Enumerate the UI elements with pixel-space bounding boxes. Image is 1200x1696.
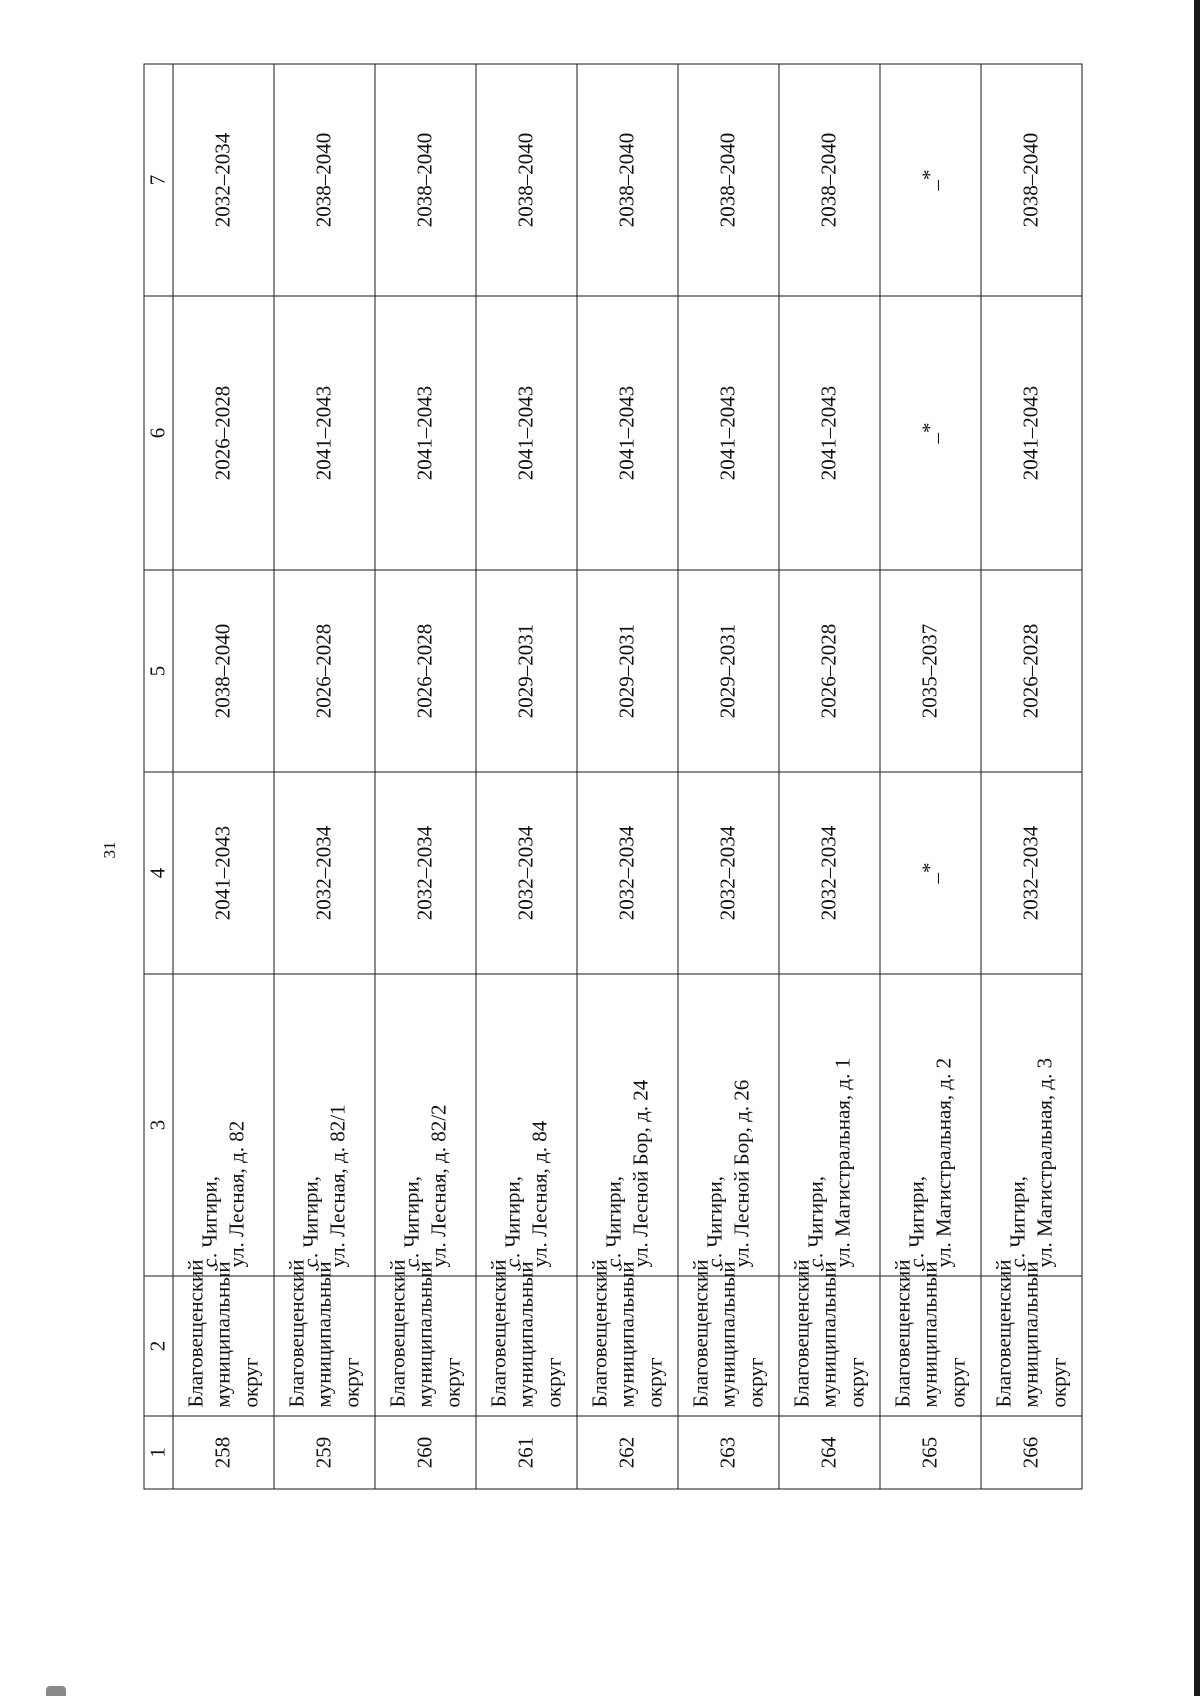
period-cell-col4: 2032–2034 bbox=[678, 772, 779, 974]
period-cell-col6: 2041–2043 bbox=[678, 296, 779, 570]
column-header: 5 bbox=[144, 570, 173, 772]
table-row bbox=[375, 64, 476, 1489]
address-line: с. Чигири, bbox=[1005, 1175, 1030, 1268]
address-line: ул. Лесной Бор, д. 24 bbox=[628, 1079, 653, 1268]
entity-line: Благовещенский bbox=[688, 1259, 713, 1408]
table-row bbox=[274, 64, 375, 1489]
period-cell-col7: 2038–2040 bbox=[981, 64, 1082, 296]
entity-line: муниципальный bbox=[1018, 1261, 1043, 1408]
header-row bbox=[144, 64, 173, 1489]
column-header: 6 bbox=[144, 296, 173, 570]
period-cell-col7: 2032–2034 bbox=[173, 64, 274, 296]
period-cell-col4: 2032–2034 bbox=[981, 772, 1082, 974]
period-cell-col4: 2041–2043 bbox=[173, 772, 274, 974]
table-row bbox=[981, 64, 1082, 1489]
address-line: ул. Лесная, д. 82/1 bbox=[325, 1104, 350, 1268]
column-header: 4 bbox=[144, 772, 173, 974]
period-cell-col6: 2041–2043 bbox=[476, 296, 577, 570]
entity-line: муниципальный bbox=[715, 1261, 740, 1408]
entity-line: Благовещенский bbox=[486, 1259, 511, 1408]
entity-line: округ bbox=[1046, 1357, 1071, 1408]
period-cell-col4: 2032–2034 bbox=[476, 772, 577, 974]
entity-line: округ bbox=[238, 1357, 263, 1408]
address-cell bbox=[375, 974, 476, 1276]
address-cell bbox=[981, 974, 1082, 1276]
entity-line: округ bbox=[440, 1357, 465, 1408]
period-cell-col4: 2032–2034 bbox=[577, 772, 678, 974]
period-cell-col5: 2035–2037 bbox=[880, 570, 981, 772]
page-number: 31 bbox=[100, 841, 119, 859]
table-body bbox=[173, 64, 1082, 1489]
address-cell bbox=[678, 974, 779, 1276]
column-header: 3 bbox=[144, 974, 173, 1276]
period-cell-col7: 2038–2040 bbox=[577, 64, 678, 296]
data-table bbox=[144, 64, 1083, 1490]
period-cell-col7: 2038–2040 bbox=[779, 64, 880, 296]
address-line: ул. Магистральная, д. 3 bbox=[1032, 1057, 1057, 1268]
entity-line: Благовещенский bbox=[991, 1259, 1016, 1408]
period-cell-col4: 2032–2034 bbox=[274, 772, 375, 974]
period-cell-col6: 2041–2043 bbox=[981, 296, 1082, 570]
table-row bbox=[779, 64, 880, 1489]
entity-line: муниципальный bbox=[412, 1261, 437, 1408]
period-cell-col7: 2038–2040 bbox=[375, 64, 476, 296]
address-cell bbox=[779, 974, 880, 1276]
table-row bbox=[880, 64, 981, 1489]
municipality-cell bbox=[274, 1259, 375, 1416]
entity-line: муниципальный bbox=[917, 1261, 942, 1408]
row-number-cell: 264 bbox=[779, 1416, 880, 1489]
entity-line: Благовещенский bbox=[385, 1259, 410, 1408]
address-line: с. Чигири, bbox=[904, 1175, 929, 1268]
entity-line: муниципальный bbox=[816, 1261, 841, 1408]
column-header: 2 bbox=[144, 1276, 173, 1416]
entity-line: округ bbox=[945, 1357, 970, 1408]
period-cell-col7: 2038–2040 bbox=[476, 64, 577, 296]
period-cell-col5: 2026–2028 bbox=[274, 570, 375, 772]
period-cell-col5: 2029–2031 bbox=[678, 570, 779, 772]
entity-line: округ bbox=[743, 1357, 768, 1408]
entity-line: муниципальный bbox=[210, 1261, 235, 1408]
table-row bbox=[577, 64, 678, 1489]
row-number-cell: 258 bbox=[173, 1416, 274, 1489]
entity-line: округ bbox=[541, 1357, 566, 1408]
address-line: с. Чигири, bbox=[601, 1175, 626, 1268]
municipality-cell bbox=[173, 1259, 274, 1416]
municipality-cell bbox=[577, 1259, 678, 1416]
municipality-cell bbox=[981, 1259, 1082, 1416]
entity-line: муниципальный bbox=[513, 1261, 538, 1408]
table-row bbox=[173, 64, 274, 1489]
period-cell-col7: _* bbox=[880, 64, 981, 296]
entity-line: Благовещенский bbox=[284, 1259, 309, 1408]
entity-line: Благовещенский bbox=[890, 1259, 915, 1408]
row-number-cell: 263 bbox=[678, 1416, 779, 1489]
address-line: с. Чигири, bbox=[803, 1175, 828, 1268]
period-cell-col5: 2038–2040 bbox=[173, 570, 274, 772]
address-line: с. Чигири, bbox=[702, 1175, 727, 1268]
period-cell-col5: 2026–2028 bbox=[375, 570, 476, 772]
municipality-cell bbox=[779, 1259, 880, 1416]
scan-edge bbox=[1194, 0, 1200, 1696]
entity-line: Благовещенский bbox=[183, 1259, 208, 1408]
address-line: ул. Магистральная, д. 2 bbox=[931, 1057, 956, 1268]
period-cell-col5: 2029–2031 bbox=[476, 570, 577, 772]
address-cell bbox=[476, 974, 577, 1276]
period-cell-col5: 2029–2031 bbox=[577, 570, 678, 772]
scan-mark bbox=[46, 1686, 66, 1696]
period-cell-col7: 2038–2040 bbox=[274, 64, 375, 296]
entity-line: муниципальный bbox=[614, 1261, 639, 1408]
municipality-cell bbox=[678, 1259, 779, 1416]
period-cell-col6: 2041–2043 bbox=[779, 296, 880, 570]
address-cell bbox=[880, 974, 981, 1276]
table-container bbox=[144, 65, 1074, 1490]
address-line: с. Чигири, bbox=[197, 1175, 222, 1268]
municipality-cell bbox=[476, 1259, 577, 1416]
period-cell-col6: 2041–2043 bbox=[274, 296, 375, 570]
address-line: с. Чигири, bbox=[500, 1175, 525, 1268]
entity-line: округ bbox=[339, 1357, 364, 1408]
address-cell bbox=[173, 974, 274, 1276]
address-line: ул. Магистральная, д. 1 bbox=[830, 1057, 855, 1268]
period-cell-col7: 2038–2040 bbox=[678, 64, 779, 296]
row-number-cell: 261 bbox=[476, 1416, 577, 1489]
address-line: ул. Лесная, д. 84 bbox=[527, 1120, 552, 1268]
period-cell-col6: _* bbox=[880, 296, 981, 570]
entity-line: округ bbox=[642, 1357, 667, 1408]
address-line: ул. Лесная, д. 82 bbox=[224, 1120, 249, 1268]
period-cell-col4: _* bbox=[880, 772, 981, 974]
municipality-cell bbox=[880, 1259, 981, 1416]
row-number-cell: 265 bbox=[880, 1416, 981, 1489]
entity-line: округ bbox=[844, 1357, 869, 1408]
address-line: ул. Лесной Бор, д. 26 bbox=[729, 1079, 754, 1268]
entity-line: Благовещенский bbox=[789, 1259, 814, 1408]
address-line: ул. Лесная, д. 82/2 bbox=[426, 1104, 451, 1268]
row-number-cell: 259 bbox=[274, 1416, 375, 1489]
table-row bbox=[678, 64, 779, 1489]
period-cell-col5: 2026–2028 bbox=[779, 570, 880, 772]
period-cell-col6: 2041–2043 bbox=[577, 296, 678, 570]
period-cell-col6: 2026–2028 bbox=[173, 296, 274, 570]
entity-line: муниципальный bbox=[311, 1261, 336, 1408]
period-cell-col6: 2041–2043 bbox=[375, 296, 476, 570]
address-cell bbox=[274, 974, 375, 1276]
column-header: 1 bbox=[144, 1416, 173, 1489]
row-number-cell: 262 bbox=[577, 1416, 678, 1489]
address-cell bbox=[577, 974, 678, 1276]
address-line: с. Чигири, bbox=[399, 1175, 424, 1268]
table-row bbox=[476, 64, 577, 1489]
period-cell-col4: 2032–2034 bbox=[375, 772, 476, 974]
row-number-cell: 260 bbox=[375, 1416, 476, 1489]
address-line: с. Чигири, bbox=[298, 1175, 323, 1268]
period-cell-col5: 2026–2028 bbox=[981, 570, 1082, 772]
entity-line: Благовещенский bbox=[587, 1259, 612, 1408]
period-cell-col4: 2032–2034 bbox=[779, 772, 880, 974]
row-number-cell: 266 bbox=[981, 1416, 1082, 1489]
municipality-cell bbox=[375, 1259, 476, 1416]
column-header: 7 bbox=[144, 64, 173, 296]
